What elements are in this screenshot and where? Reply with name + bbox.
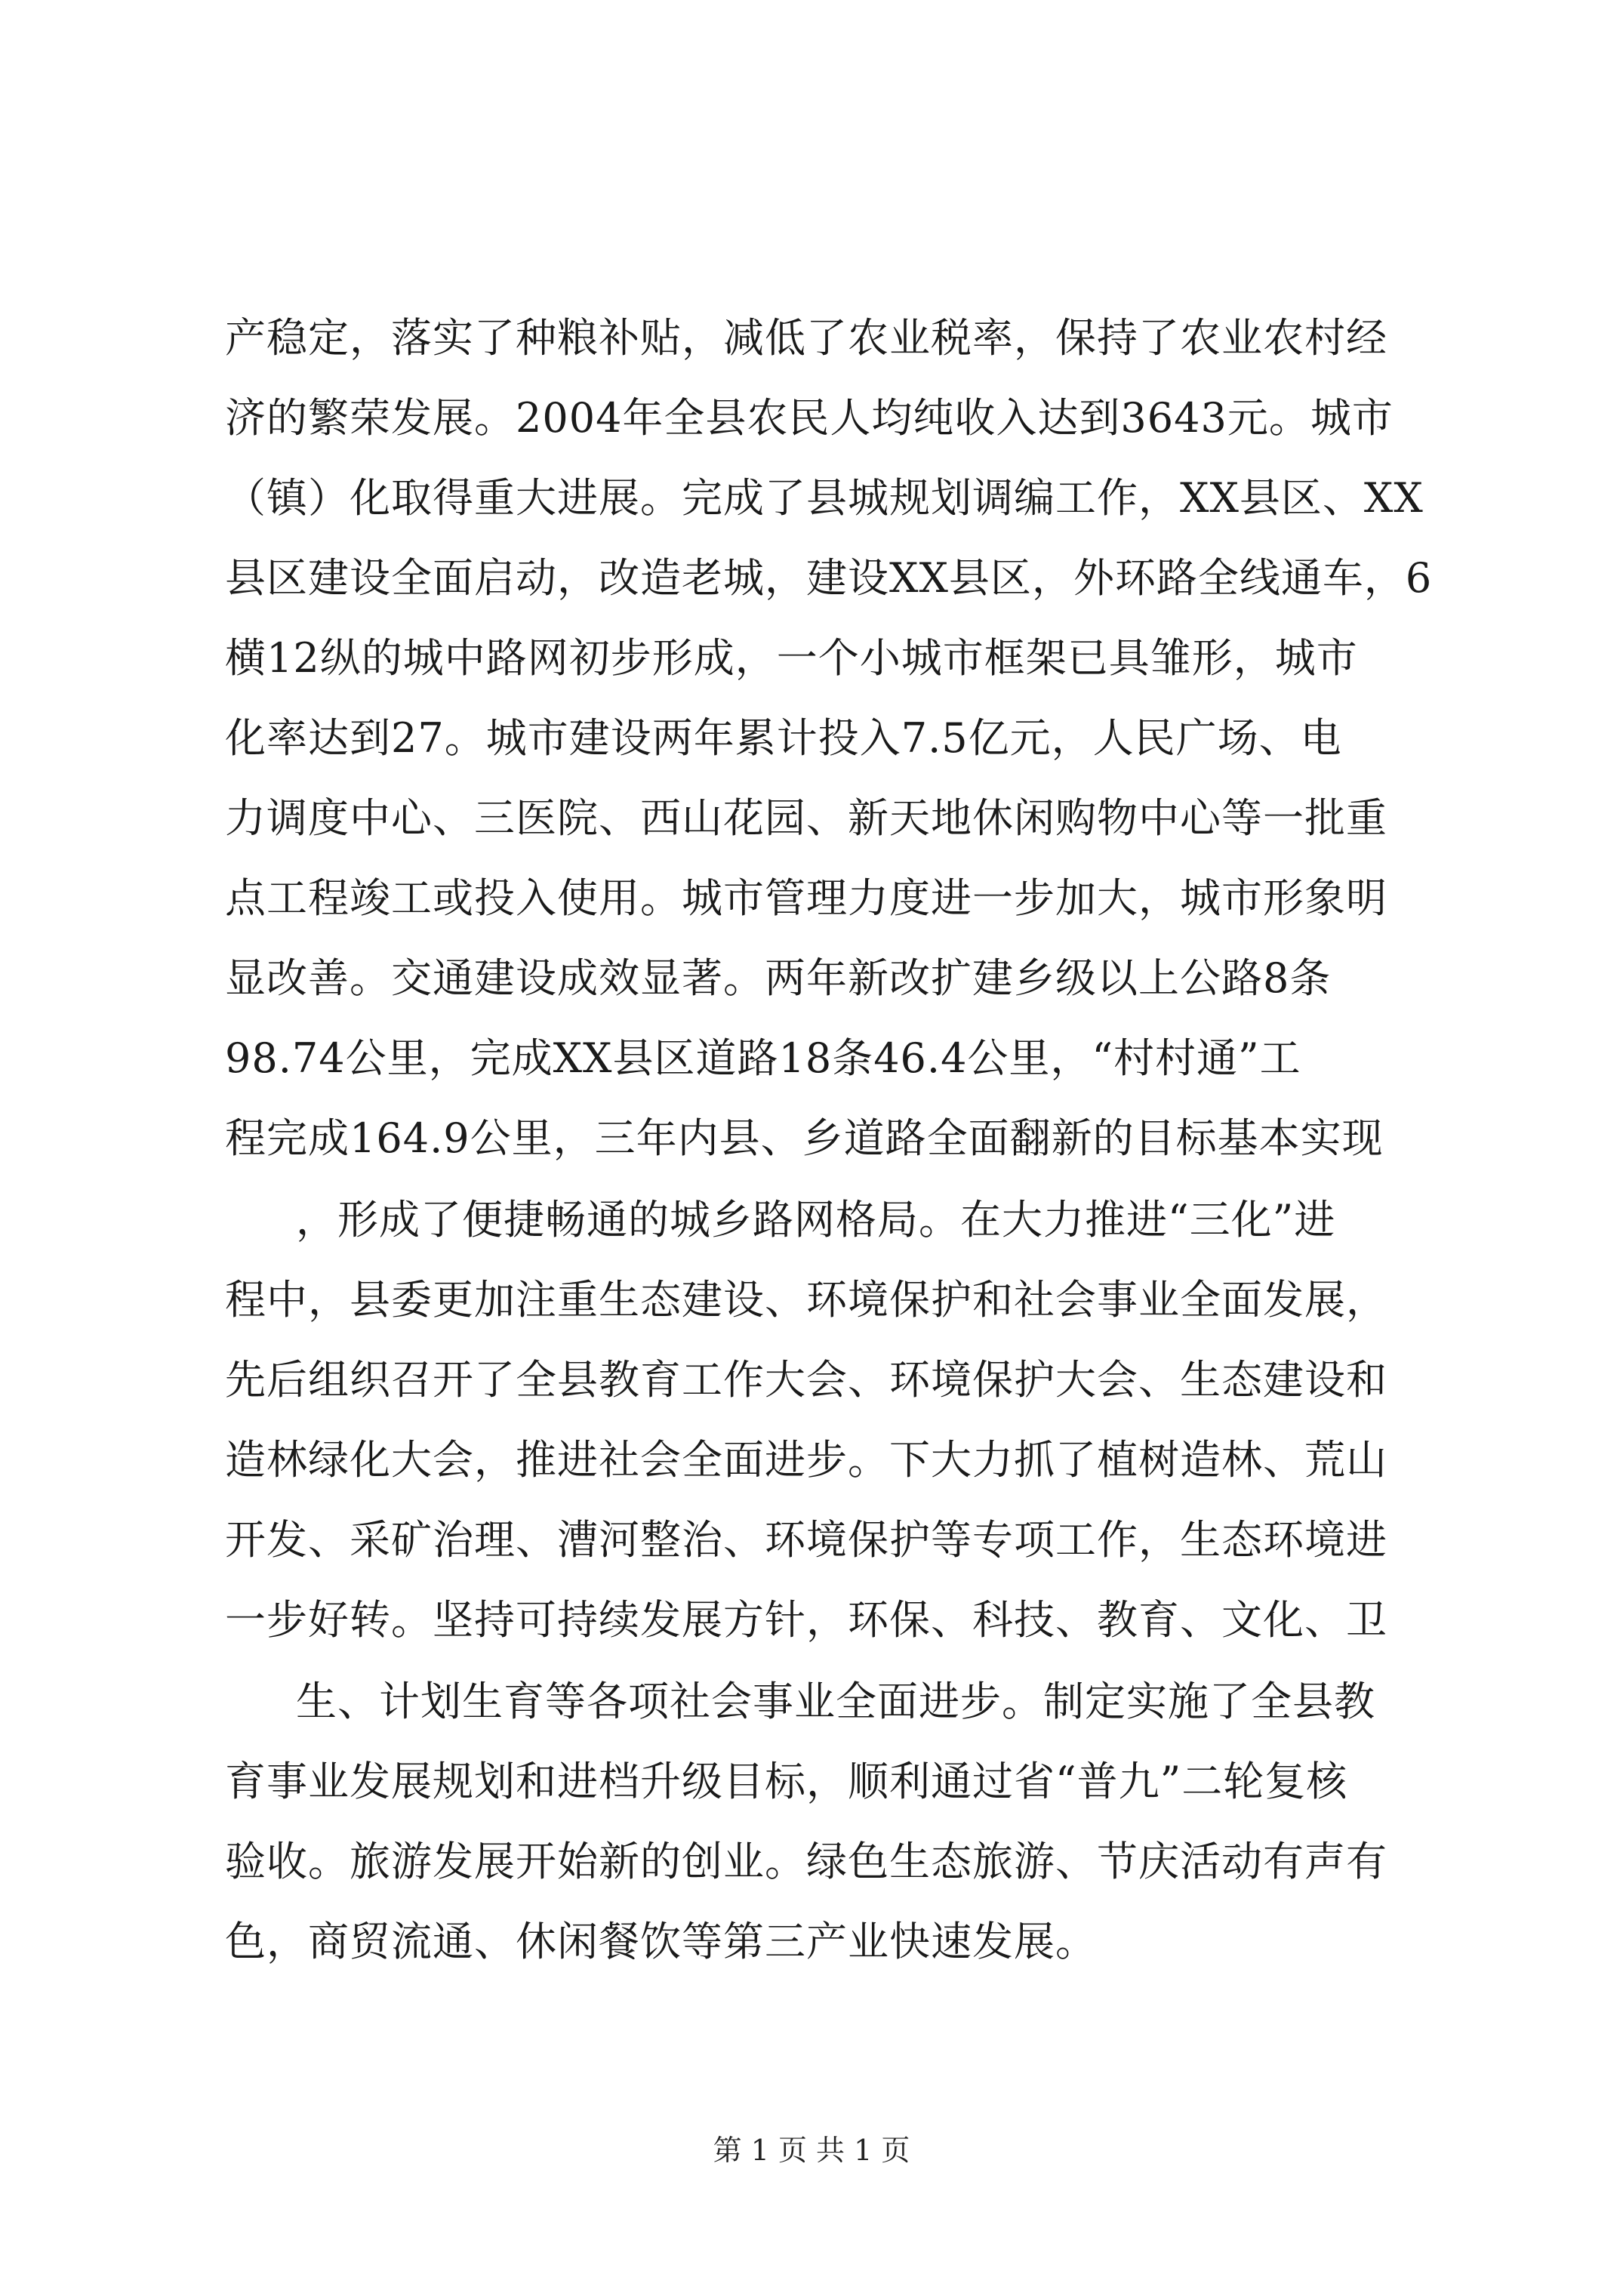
text-line: 验收。旅游发展开始新的创业。绿色生态旅游、节庆活动有声有 xyxy=(225,1838,1387,1885)
text-line: 县区建设全面启动，改造老城，建设XX县区，外环路全线通车，6 xyxy=(225,554,1433,602)
text-line: 横12纵的城中路网初步形成，一个小城市框架已具雏形，城市 xyxy=(225,634,1358,682)
text-line: 济的繁荣发展。2004年全县农民人均纯收入达到3643元。城市 xyxy=(225,394,1394,442)
text-line: 先后组织召开了全县教育工作大会、环境保护大会、生态建设和 xyxy=(225,1356,1387,1404)
text-line: 开发、采矿治理、漕河整治、环境保护等专项工作，生态环境进 xyxy=(225,1516,1387,1564)
text-line: 程完成164.9公里，三年内县、乡道路全面翻新的目标基本实现 xyxy=(225,1114,1384,1162)
text-line: 化率达到27。城市建设两年累计投入7.5亿元，人民广场、电 xyxy=(225,714,1342,762)
text-line: 98.74公里，完成XX县区道路18条46.4公里，“村村通”工 xyxy=(225,1034,1301,1082)
text-line: 产稳定，落实了种粮补贴，减低了农业税率，保持了农业农村经 xyxy=(225,314,1387,362)
text-line: ，形成了便捷畅通的城乡路网格局。在大力推进“三化”进 xyxy=(296,1196,1336,1244)
text-line: 程中，县委更加注重生态建设、环境保护和社会事业全面发展， xyxy=(225,1276,1387,1324)
text-line: 生、计划生育等各项社会事业全面进步。制定实施了全县教 xyxy=(296,1678,1375,1725)
page-number-footer: 第 1 页 共 1 页 xyxy=(713,2134,910,2167)
text-line: 力调度中心、三医院、西山花园、新天地休闲购物中心等一批重 xyxy=(225,794,1387,842)
text-line: 点工程竣工或投入使用。城市管理力度进一步加大，城市形象明 xyxy=(225,874,1387,922)
text-line: 色，商贸流通、休闲餐饮等第三产业快速发展。 xyxy=(225,1918,1097,1965)
text-line: 造林绿化大会，推进社会全面进步。下大力抓了植树造林、荒山 xyxy=(225,1436,1387,1484)
text-line: 育事业发展规划和进档升级目标，顺利通过省“普九”二轮复核 xyxy=(225,1758,1348,1805)
text-line: 显改善。交通建设成效显著。两年新改扩建乡级以上公路8条 xyxy=(225,954,1332,1002)
text-line: 一步好转。坚持可持续发展方针，环保、科技、教育、文化、卫 xyxy=(225,1596,1387,1644)
text-line: （镇）化取得重大进展。完成了县城规划调编工作，XX县区、XX xyxy=(225,474,1424,522)
